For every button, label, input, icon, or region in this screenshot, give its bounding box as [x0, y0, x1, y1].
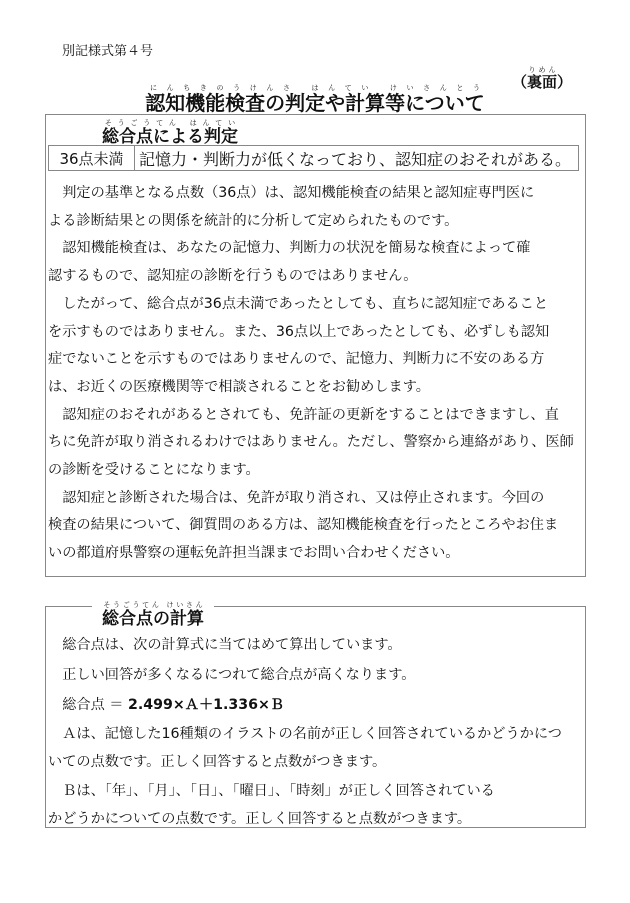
paragraph-line: 認知機能検査は、あなたの記憶力、判断力の状況を簡易な検査によって確: [62, 240, 531, 257]
paragraph-line: 総合点は、次の計算式に当てはめて算出しています。: [62, 637, 402, 653]
formula-expression: 2.499×Ａ＋1.336×Ｂ: [128, 697, 285, 713]
formula-label: 総合点: [62, 697, 105, 713]
paragraph-line: 認するもので、認知症の診断を行うものではありません。: [48, 268, 418, 285]
paragraph-line: 検査の結果について、御質問のある方は、認知機能検査を行ったところやお住ま: [48, 517, 559, 534]
paragraph-line: いての点数です。正しく回答すると点数がつきます。: [48, 754, 387, 770]
form-number: 別記様式第４号: [62, 44, 154, 59]
side-label: （裏面りめん）: [511, 66, 572, 91]
section-heading: 総合点による判定そうごうてん はんてい: [102, 119, 238, 147]
formula: [48, 694, 284, 714]
verdict-table: [48, 145, 579, 171]
formula-equals: ＝: [109, 697, 124, 713]
page-title: 認知機能検査の判定や計算等についてにんちきのうけんさ はんてい けいさんとう: [145, 84, 485, 115]
paragraph-line: ちに免許が取り消されるわけではありません。ただし、警察から連絡があり、医師: [48, 434, 574, 451]
paragraph-line: よる診断結果との関係を統計的に分析して定められたものです。: [48, 212, 459, 229]
paragraph-line: 症でないことを示すものではありませんので、記憶力、判断力に不安のある方: [48, 351, 545, 368]
paragraph-line: Ｂは、「年」、「月」、「日」、「曜日」、「時刻」が正しく回答されている: [62, 783, 495, 799]
paragraph-line: 認知症と診断された場合は、免許が取り消され、又は停止されます。今回の: [62, 489, 545, 506]
section-heading: 総合点の計算そうごうてん けいさん: [92, 601, 214, 629]
paragraph-line: 認知症のおそれがあるとされても、免許証の更新をすることはできますし、直: [62, 406, 559, 423]
paragraph-line: を示すものではありません。また、36点以上であったとしても、必ずしも認知: [48, 323, 550, 340]
verdict-score: 36点未満: [49, 146, 135, 170]
paragraph-line: は、お近くの医療機関等で相談されることをお勧めします。: [48, 378, 430, 395]
paragraph-line: の診断を受けることになります。: [48, 462, 260, 478]
judgement-section: [45, 114, 586, 577]
paragraph-line: 正しい回答が多くなるにつれて総合点が高くなります。: [62, 667, 416, 683]
paragraph-line: 判定の基準となる点数（36点）は、認知機能検査の結果と認知症専門医に: [62, 185, 535, 201]
paragraph-line: したがって、総合点が36点未満であったとしても、直ちに認知症であること: [62, 295, 549, 312]
paragraph-line: Ａは、記憶した16種類のイラストの名前が正しく回答されているかどうかにつ: [62, 726, 562, 742]
calculation-section: [45, 601, 586, 828]
verdict-text: 記憶力・判断力が低くなっており、認知症のおそれがある。: [139, 149, 572, 169]
paragraph-line: いの都道府県警察の運転免許担当課までお問い合わせください。: [48, 545, 460, 562]
paragraph-line: かどうかについての点数です。正しく回答すると点数がつきます。: [48, 811, 472, 827]
